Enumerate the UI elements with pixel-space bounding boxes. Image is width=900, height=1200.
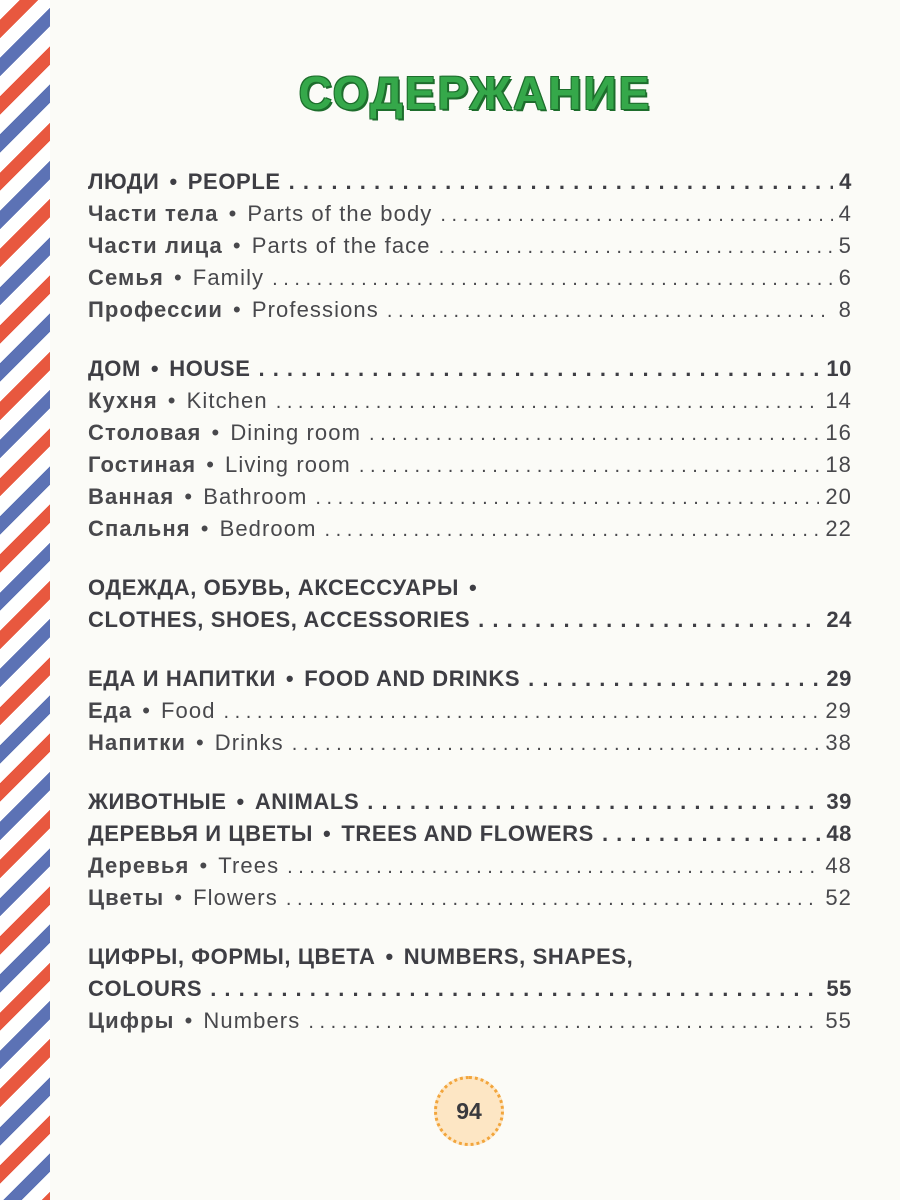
page-number: 16 — [825, 420, 852, 445]
bullet-icon: • — [169, 169, 178, 194]
bullet-icon: • — [228, 201, 238, 226]
section-spacer — [88, 636, 852, 663]
dot-leader — [210, 973, 820, 1005]
item-en: Food — [161, 698, 216, 723]
item-ru: Кухня — [88, 388, 158, 413]
item-ru: Деревья — [88, 853, 190, 878]
page-number: 5 — [838, 233, 852, 258]
dot-leader — [440, 198, 832, 231]
heading-en: ANIMALS — [254, 789, 360, 814]
page-title: СОДЕРЖАНИЕ — [298, 67, 652, 119]
heading-en: CLOTHES, SHOES, ACCESSORIES — [88, 607, 471, 632]
page-number: 22 — [825, 516, 852, 541]
page-number: 4 — [839, 169, 852, 194]
toc-item[interactable] — [88, 481, 852, 513]
page-number: 55 — [826, 976, 852, 1001]
bullet-icon: • — [184, 484, 194, 509]
page-number: 55 — [825, 1008, 852, 1033]
toc-item[interactable] — [88, 513, 852, 545]
toc-item[interactable] — [88, 727, 852, 759]
dot-leader — [289, 166, 834, 198]
item-ru: Семья — [88, 265, 164, 290]
page-number: 4 — [838, 201, 852, 226]
dot-leader — [478, 604, 820, 636]
toc-heading-trees[interactable] — [88, 818, 852, 850]
bullet-icon: • — [184, 1008, 194, 1033]
section-spacer — [88, 914, 852, 941]
item-en: Numbers — [203, 1008, 301, 1033]
bullet-icon: • — [285, 666, 295, 691]
bullet-icon: • — [236, 789, 245, 814]
page-number: 52 — [825, 885, 852, 910]
toc-item[interactable] — [88, 1005, 852, 1037]
item-ru: Ванная — [88, 484, 175, 509]
item-en: Bedroom — [219, 516, 317, 541]
toc-item[interactable] — [88, 850, 852, 882]
heading-en: PEOPLE — [187, 169, 281, 194]
bullet-icon: • — [206, 452, 216, 477]
toc-heading-numbers-line1[interactable] — [88, 941, 852, 973]
table-of-contents — [88, 166, 852, 1037]
dot-leader — [602, 818, 820, 850]
page-number: 48 — [825, 853, 852, 878]
dot-leader — [276, 385, 820, 418]
page-number: 14 — [825, 388, 852, 413]
dot-leader — [315, 481, 819, 514]
toc-item[interactable] — [88, 230, 852, 262]
page-number: 10 — [826, 356, 852, 381]
dot-leader — [387, 294, 833, 327]
dot-leader — [439, 230, 833, 263]
dot-leader — [286, 882, 819, 915]
heading-en: TREES AND FLOWERS — [341, 821, 594, 846]
page-number: 29 — [826, 666, 852, 691]
item-en: Parts of the face — [251, 233, 431, 258]
toc-item[interactable] — [88, 417, 852, 449]
heading-ru: ЛЮДИ — [88, 169, 160, 194]
toc-item[interactable] — [88, 294, 852, 326]
toc-item[interactable] — [88, 882, 852, 914]
bullet-icon: • — [174, 885, 184, 910]
dot-leader — [369, 417, 819, 450]
item-en: Professions — [251, 297, 379, 322]
item-ru: Столовая — [88, 420, 202, 445]
item-ru: Напитки — [88, 730, 186, 755]
bullet-icon: • — [200, 516, 210, 541]
bullet-icon: • — [167, 388, 177, 413]
heading-en-line2: COLOURS — [88, 976, 203, 1001]
item-en: Parts of the body — [247, 201, 433, 226]
dot-leader — [325, 513, 820, 546]
bullet-icon: • — [232, 233, 242, 258]
dot-leader — [308, 1005, 819, 1038]
heading-en-line1: NUMBERS, SHAPES, — [403, 944, 634, 969]
page-number: 8 — [838, 297, 852, 322]
item-ru: Еда — [88, 698, 133, 723]
item-en: Living room — [225, 452, 351, 477]
page-number-badge: 94 — [434, 1076, 504, 1146]
item-en: Bathroom — [203, 484, 308, 509]
item-ru: Спальня — [88, 516, 191, 541]
item-en: Kitchen — [186, 388, 268, 413]
dot-leader — [367, 786, 820, 818]
dot-leader — [359, 449, 819, 482]
dot-leader — [528, 663, 820, 695]
page-number: 24 — [826, 607, 852, 632]
heading-ru: ОДЕЖДА, ОБУВЬ, АКСЕССУАРЫ — [88, 575, 460, 600]
toc-item[interactable] — [88, 449, 852, 481]
toc-heading-house[interactable] — [88, 353, 852, 385]
item-ru: Цветы — [88, 885, 165, 910]
dot-leader — [287, 850, 819, 883]
bullet-icon: • — [233, 297, 242, 322]
toc-heading-animals[interactable] — [88, 786, 852, 818]
page-number: 29 — [825, 698, 852, 723]
item-ru: Профессии — [88, 297, 224, 322]
bullet-icon: • — [211, 420, 221, 445]
item-ru: Цифры — [88, 1008, 175, 1033]
toc-heading-numbers-line2[interactable] — [88, 973, 852, 1005]
page-number: 39 — [826, 789, 852, 814]
heading-en: FOOD AND DRINKS — [304, 666, 521, 691]
bullet-icon: • — [199, 853, 209, 878]
item-en: Flowers — [193, 885, 278, 910]
heading-ru: ЕДА И НАПИТКИ — [88, 666, 276, 691]
heading-ru: ДОМ — [88, 356, 141, 381]
section-spacer — [88, 326, 852, 353]
item-en: Family — [192, 265, 265, 290]
toc-heading-people[interactable] — [88, 166, 852, 198]
heading-ru: ЖИВОТНЫЕ — [88, 789, 227, 814]
toc-heading-clothes-line1[interactable] — [88, 572, 852, 604]
bullet-icon: • — [385, 944, 394, 969]
airmail-stripe-border — [0, 0, 50, 1200]
dot-leader — [258, 353, 820, 385]
toc-heading-clothes-line2[interactable] — [88, 604, 852, 636]
bullet-icon: • — [469, 575, 478, 600]
toc-item[interactable] — [88, 695, 852, 727]
item-ru: Части тела — [88, 201, 219, 226]
page-number: 6 — [838, 265, 852, 290]
heading-ru: ДЕРЕВЬЯ И ЦВЕТЫ — [88, 821, 314, 846]
page-number: 38 — [825, 730, 852, 755]
item-en: Trees — [218, 853, 280, 878]
bullet-icon: • — [323, 821, 332, 846]
page-number: 20 — [825, 484, 852, 509]
toc-heading-food[interactable] — [88, 663, 852, 695]
bullet-icon: • — [195, 730, 205, 755]
section-spacer — [88, 759, 852, 786]
section-spacer — [88, 545, 852, 572]
bullet-icon: • — [150, 356, 160, 381]
page-number: 18 — [825, 452, 852, 477]
bullet-icon: • — [142, 698, 151, 723]
heading-en: HOUSE — [169, 356, 251, 381]
dot-leader — [224, 695, 820, 728]
item-en: Drinks — [214, 730, 284, 755]
item-en: Dining room — [230, 420, 362, 445]
toc-item[interactable] — [88, 385, 852, 417]
toc-item[interactable] — [88, 262, 852, 294]
dot-leader — [292, 727, 820, 760]
page-number: 48 — [826, 821, 852, 846]
toc-item[interactable] — [88, 198, 852, 230]
heading-ru: ЦИФРЫ, ФОРМЫ, ЦВЕТА — [88, 944, 376, 969]
bullet-icon: • — [173, 265, 183, 290]
item-ru: Гостиная — [88, 452, 197, 477]
dot-leader — [272, 262, 832, 295]
item-ru: Части лица — [88, 233, 223, 258]
